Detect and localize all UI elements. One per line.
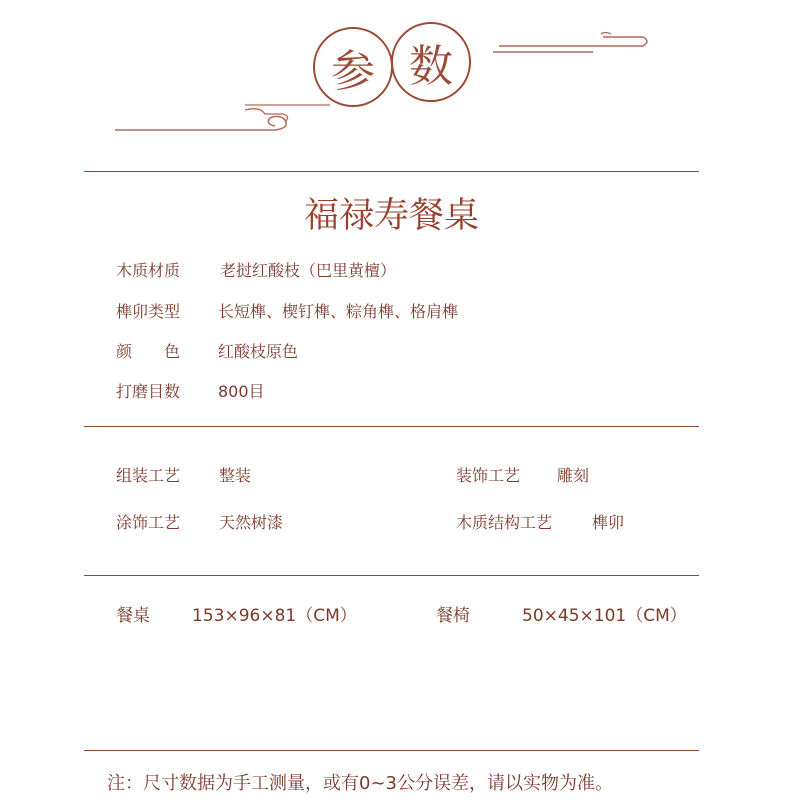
spec-value-color: 红酸枝原色	[218, 342, 299, 361]
cloud-decoration-right-icon	[493, 30, 653, 60]
spec-label-material: 木质材质	[116, 261, 181, 280]
cloud-decoration-left-icon	[115, 100, 295, 136]
spec-label-joinery: 榫卯类型	[116, 302, 181, 321]
dimension-label-table: 餐桌	[116, 606, 150, 626]
dimension-label-chair: 餐椅	[436, 606, 470, 626]
craft-value-structure: 榫卯	[592, 513, 625, 532]
craft-value-assembly: 整装	[219, 466, 252, 485]
craft-value-finish: 天然树漆	[219, 513, 284, 532]
measurement-note: 注：尺寸数据为手工测量，或有0~3公分误差，请以实物为准。	[107, 773, 613, 794]
divider-dimensions	[84, 750, 699, 751]
spec-value-joinery: 长短榫、楔钉榫、粽角榫、格肩榫	[218, 302, 459, 321]
craft-label-decoration: 装饰工艺	[456, 466, 521, 485]
divider-craft	[84, 575, 699, 576]
divider-top	[84, 171, 699, 172]
craft-value-decoration: 雕刻	[557, 466, 590, 485]
product-title: 福禄寿餐桌	[303, 196, 479, 236]
craft-label-finish: 涂饰工艺	[116, 513, 181, 532]
craft-label-assembly: 组装工艺	[116, 466, 181, 485]
spec-value-material: 老挝红酸枝（巴里黄檀）	[220, 261, 397, 280]
dimension-value-table: 153×96×81（CM）	[192, 606, 357, 626]
spec-label-grit: 打磨目数	[116, 382, 181, 401]
spec-value-grit: 800目	[218, 382, 265, 401]
spec-label-color: 颜 色	[116, 342, 181, 361]
craft-label-structure: 木质结构工艺	[456, 513, 553, 532]
header-char-circle-1: 参	[313, 27, 393, 107]
dimension-value-chair: 50×45×101（CM）	[522, 606, 687, 626]
header-char-circle-2: 数	[391, 22, 471, 102]
divider-specs	[84, 426, 699, 427]
